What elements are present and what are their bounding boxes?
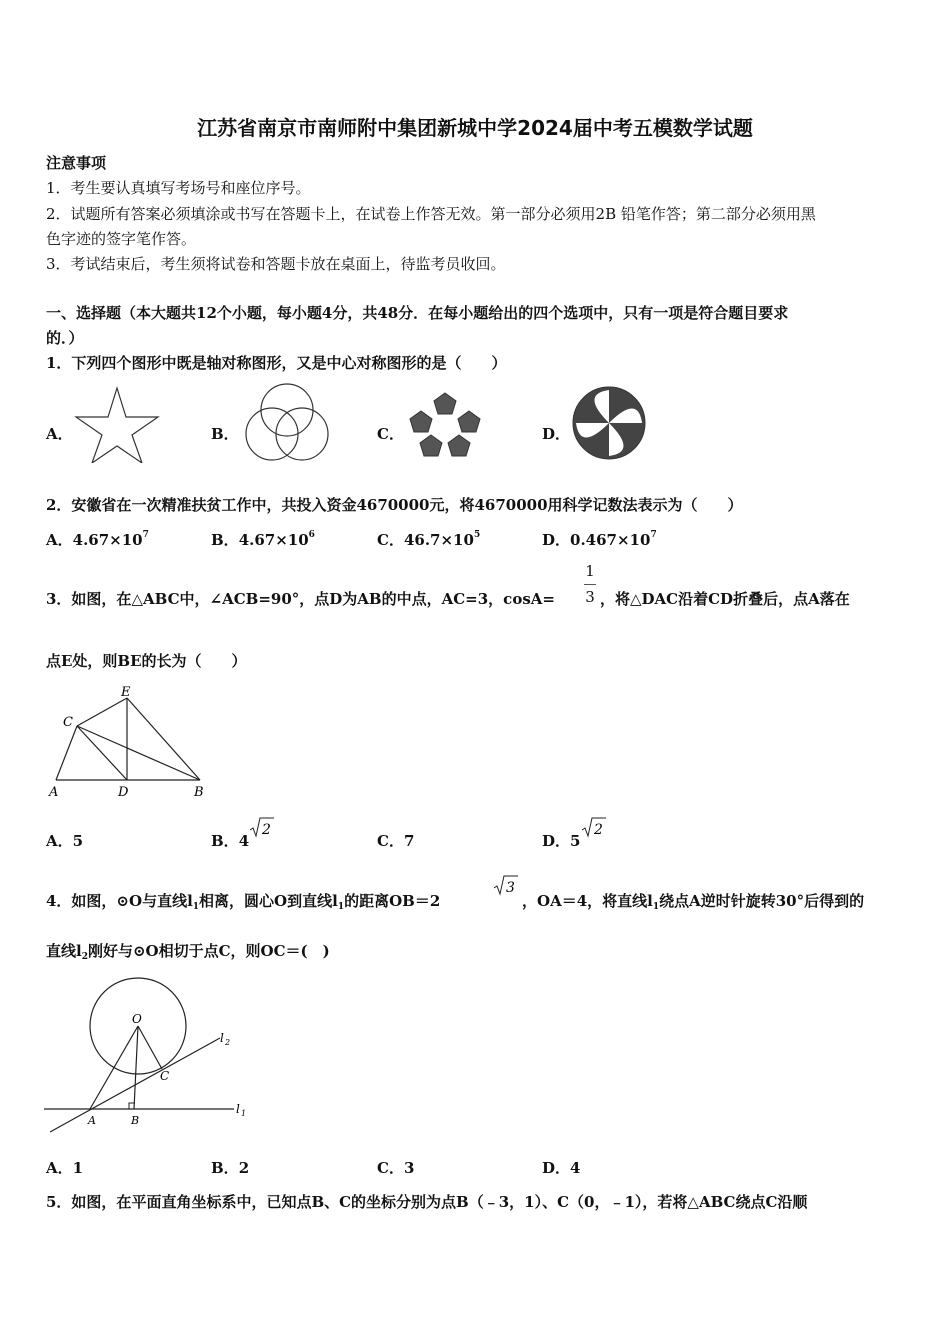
q3-label-c: C [63, 715, 73, 730]
q4-stem-line1: 4．如图，⊙O与直线$l_1$相离，圆心O到直线$l_1$的距离OB＝2 [46, 892, 441, 912]
q3-option-b-radical [248, 816, 276, 840]
section-heading: 一、选择题（本大题共12个小题，每小题4分，共48分．在每小题给出的四个选项中，只有一项是符合题目要求 [46, 304, 789, 322]
q3-frac-num: 1 [585, 562, 595, 580]
q1-option-b-label: B． [211, 425, 239, 443]
svg-text:3: 3 [506, 880, 515, 896]
notice-item: 1．考生要认真填写考场号和座位序号。 [46, 179, 311, 197]
q4-label-a: A [88, 1114, 96, 1127]
q3-label-d: D [118, 785, 129, 800]
q4-option-a: A．1 [46, 1159, 84, 1177]
q3-option-d: D．5 [542, 832, 581, 850]
q3-frac-bar [584, 584, 596, 585]
q3-label-b: B [194, 785, 204, 800]
q3-option-c: C．7 [377, 832, 415, 850]
q3-label-a: A [49, 785, 59, 800]
q1-stem: 1．下列四个图形中既是轴对称图形，又是中心对称图形的是（ ） [46, 354, 507, 372]
q2-option-d: D．$0.467\times 10^7$ [542, 530, 657, 549]
q3-triangle-figure [44, 682, 214, 802]
q4-label-b: B [131, 1114, 140, 1127]
q1-option-c-label: C． [377, 425, 404, 443]
q4-label-l1-sub: 1 [241, 1109, 247, 1118]
svg-text:2: 2 [594, 822, 603, 838]
q4-circle-figure [42, 976, 254, 1138]
q4-stem-line1-cont: ，OA＝4，将直线$l_1$绕点A逆时针旋转30°后得到的 [522, 892, 865, 912]
q4-label-c: C [160, 1069, 170, 1083]
notice-item: 2．试题所有答案必须填涂或书写在答题卡上，在试卷上作答无效。第一部分必须用2B 铅笔作答；第二部分必须用黑 [46, 205, 816, 223]
notice-heading: 注意事项 [46, 154, 107, 172]
q1-option-a-label: A． [46, 425, 73, 443]
q3-option-b: B．4 [211, 832, 250, 850]
q3-option-d-radical [580, 816, 608, 840]
q3-label-e: E [121, 685, 131, 700]
q2-stem: 2．安徽省在一次精准扶贫工作中，共投入资金4670000元，将4670000用科学记数法表示为（ ） [46, 496, 743, 514]
q4-option-b: B．2 [211, 1159, 250, 1177]
q4-stem-line2: 直线$l_2$刚好与⊙O相切于点C，则OC＝( ) [46, 942, 330, 962]
q5-stem: 5．如图，在平面直角坐标系中，已知点B、C的坐标分别为点B（﹣3，1）、C（0，﹣1），若将△ABC绕点C沿顺 [46, 1193, 808, 1211]
q1-option-d-label: D． [542, 425, 571, 443]
page-title: 江苏省南京市南师附中集团新城中学2024届中考五模数学试题 [197, 116, 753, 140]
q3-frac-den: 3 [585, 588, 595, 606]
q1-star-figure [72, 383, 162, 463]
q1-pentagons-figure [405, 385, 485, 463]
q4-label-l2: l [220, 1031, 224, 1045]
q4-label-l1: l [236, 1102, 240, 1116]
notice-item: 3．考试结束后，考生须将试卷和答题卡放在桌面上，待监考员收回。 [46, 255, 506, 273]
q4-label-o: O [132, 1012, 142, 1026]
q4-option-c: C．3 [377, 1159, 415, 1177]
q3-stem-b: ，将△DAC沿着CD折叠后，点A落在 [600, 590, 850, 608]
q1-three-circles-figure [240, 380, 334, 464]
q2-option-a: A．$4.67\times 10^7$ [46, 530, 149, 549]
q3-stem-a: 3．如图，在△ABC中，∠ACB=90°，点D为AB的中点，AC=3，cosA= [46, 590, 555, 608]
q2-option-b: B．$4.67\times 10^6$ [211, 530, 315, 549]
q4-radical [492, 874, 520, 898]
section-heading-cont: 的．） [46, 329, 84, 347]
q3-option-a: A．5 [46, 832, 84, 850]
q1-circle-petals-figure [570, 384, 648, 462]
svg-text:2: 2 [262, 822, 271, 838]
q2-option-c: C．$46.7\times 10^5$ [377, 530, 481, 549]
q4-label-l2-sub: 2 [225, 1038, 231, 1047]
q3-stem-c: 点E处，则BE的长为（ ） [46, 652, 247, 670]
q4-option-d: D．4 [542, 1159, 581, 1177]
notice-item: 色字迹的签字笔作答。 [46, 230, 197, 248]
